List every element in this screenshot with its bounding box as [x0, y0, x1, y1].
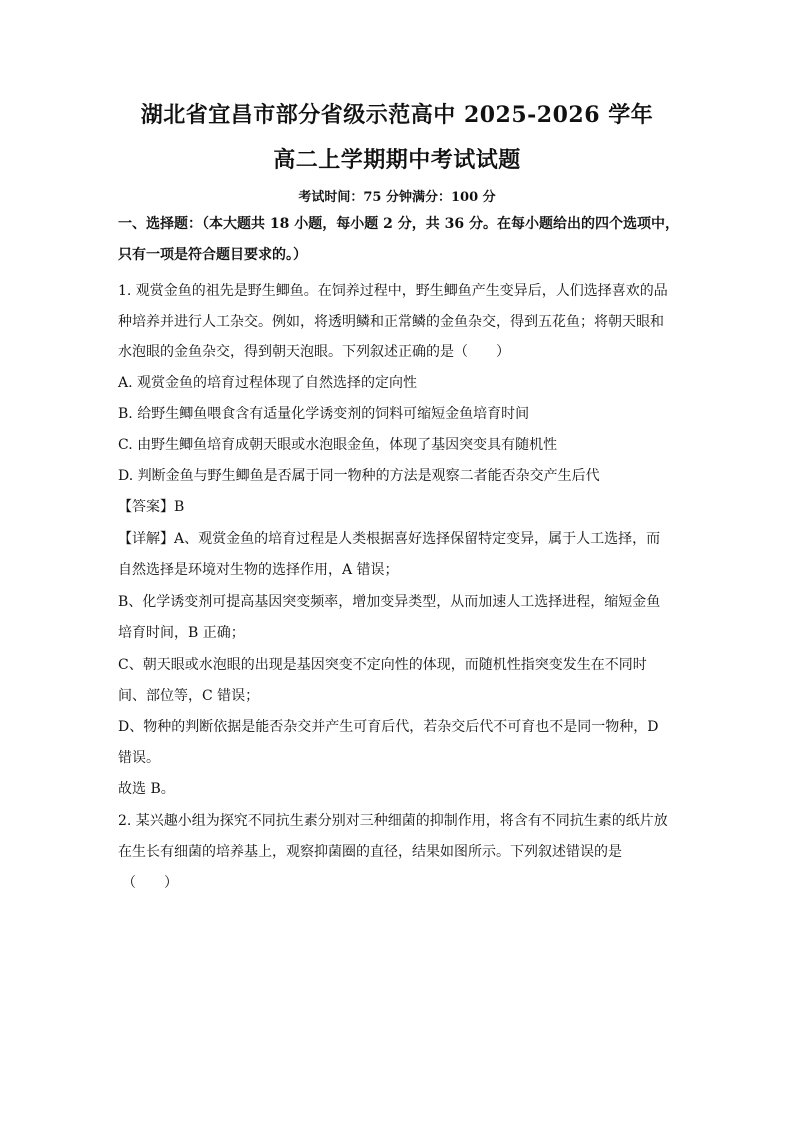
q1-explanation-line: D、物种的判断依据是能否杂交并产生可育后代，若杂交后代不可育也不是同一物种，D — [118, 719, 659, 735]
q1-stem-line: 水泡眼的金鱼杂交，得到朝天泡眼。下列叙述正确的是（ ） — [118, 344, 510, 360]
q1-answer: 【答案】B — [118, 499, 185, 515]
q1-explanation-line: 【详解】A、观赏金鱼的培育过程是人类根据喜好选择保留特定变异，属于人工选择，而 — [118, 531, 661, 547]
q1-explanation-line: 自然选择是环境对生物的选择作用，A 错误； — [118, 562, 399, 578]
q2-stem-line: 在生长有细菌的培养基上，观察抑菌圈的直径，结果如图所示。下列叙述错误的是 — [118, 844, 622, 860]
q1-explanation-line: 间、部位等，C 错误； — [118, 688, 260, 704]
exam-title-line2: 高二上学期期中考试试题 — [273, 147, 521, 173]
q1-option-c: C. 由野生鲫鱼培育成朝天眼或水泡眼金鱼，体现了基因突变具有随机性 — [118, 437, 558, 453]
q2-stem-line: （ ） — [122, 875, 178, 891]
q1-option-d: D. 判断金鱼与野生鲫鱼是否属于同一物种的方法是观察二者能否杂交产生后代 — [118, 468, 600, 484]
exam-info: 考试时间：75 分钟满分：100 分 — [298, 190, 496, 205]
q1-explanation-line: C、朝天眼或水泡眼的出现是基因突变不定向性的体现，而随机性指突变发生在不同时 — [118, 657, 647, 673]
exam-title-line1: 湖北省宜昌市部分省级示范高中 2025-2026 学年 — [140, 102, 654, 128]
q2-stem-line: 2. 某兴趣小组为探究不同抗生素分别对三种细菌的抑制作用，将含有不同抗生素的纸片放 — [118, 813, 668, 829]
q1-explanation-line: B、化学诱变剂可提高基因突变频率，增加变异类型，从而加速人工选择进程，缩短金鱼 — [118, 594, 661, 610]
section-heading: 一、选择题：（本大题共 18 小题，每小题 2 分，共 36 分。在每小题给出的四个选项中， — [118, 216, 679, 232]
q1-explanation-line: 错误。 — [118, 750, 160, 766]
q1-conclusion: 故选 B。 — [118, 781, 175, 797]
q1-explanation-line: 培育时间，B 正确； — [118, 625, 245, 641]
q1-stem-line: 1. 观赏金鱼的祖先是野生鲫鱼。在饲养过程中，野生鲫鱼产生变异后，人们选择喜欢的品 — [118, 283, 668, 299]
q1-option-b: B. 给野生鲫鱼喂食含有适量化学诱变剂的饲料可缩短金鱼培育时间 — [118, 406, 530, 422]
section-heading-cont: 只有一项是符合题目要求的。） — [118, 247, 307, 263]
q1-stem-line: 种培养并进行人工杂交。例如，将透明鳞和正常鳞的金鱼杂交，得到五花鱼；将朝天眼和 — [118, 314, 664, 330]
q1-option-a: A. 观赏金鱼的培育过程体现了自然选择的定向性 — [118, 375, 418, 391]
